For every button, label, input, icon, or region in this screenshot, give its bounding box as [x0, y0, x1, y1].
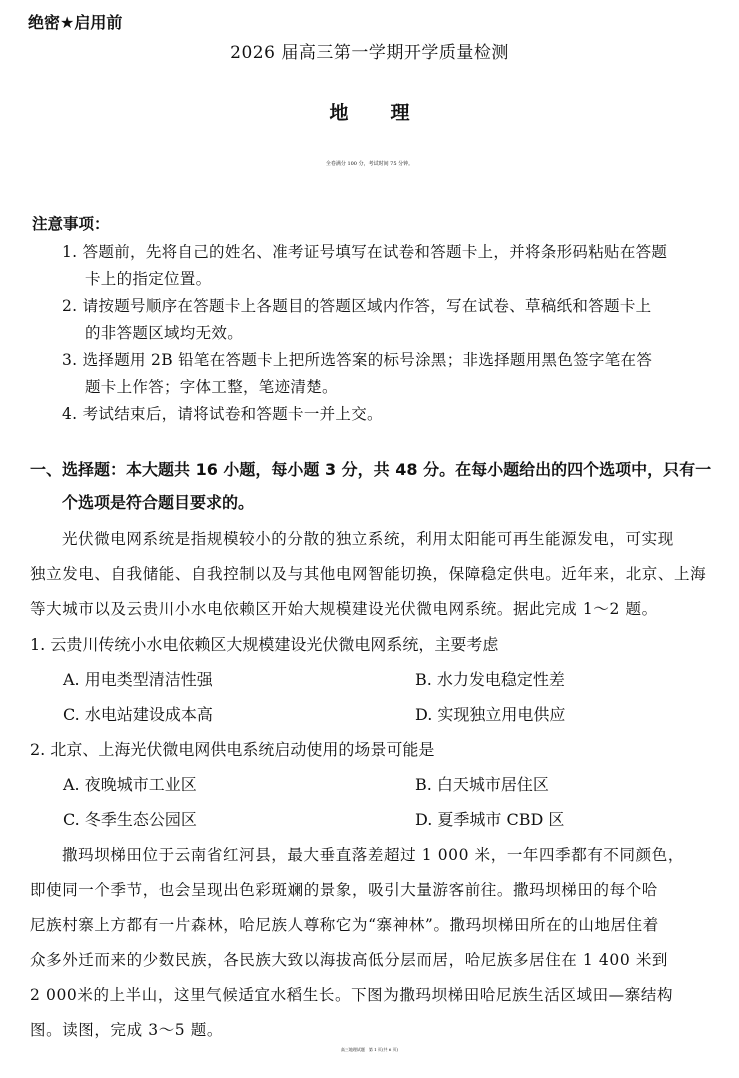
notice-line: 3. 选择题用 2B 铅笔在答题卡上把所选答案的标号涂黑；非选择题用黑色签字笔在答 [62, 351, 653, 369]
passage-line: 独立发电、自我储能、自我控制以及与其他电网智能切换，保障稳定供电。近年来，北京、上海 [30, 565, 707, 583]
passage-line: 尼族村寨上方都有一片森林，哈尼族人尊称它为“寨神林”。撒玛坝梯田所在的山地居住着 [30, 916, 659, 934]
option-d: D. 实现独立用电供应 [415, 705, 566, 724]
passage-line: 撒玛坝梯田位于云南省红河县，最大垂直落差超过 1 000 米，一年四季都有不同颜色， [62, 846, 684, 864]
notice-line: 4. 考试结束后，请将试卷和答题卡一并上交。 [62, 405, 383, 423]
passage-line: 众多外迁而来的少数民族，各民族大致以海拔高低分层而居，哈尼族多居住在 1 400 米到 [30, 951, 669, 969]
section-heading-cont: 个选项是符合题目要求的。 [62, 493, 255, 512]
option-b: B. 水力发电稳定性差 [415, 670, 565, 689]
section-heading: 一、选择题：本大题共 16 小题，每小题 3 分，共 48 分。在每小题给出的四个选项中，只有一 [30, 460, 712, 479]
option-b: B. 白天城市居住区 [415, 775, 549, 794]
notice-line: 卡上的指定位置。 [85, 270, 212, 288]
passage-line: 即使同一个季节，也会呈现出色彩斑斓的景象，吸引大量游客前往。撒玛坝梯田的每个哈 [30, 881, 658, 899]
passage-line: 光伏微电网系统是指规模较小的分散的独立系统，利用太阳能可再生能源发电，可实现 [62, 530, 674, 548]
notice-line: 2. 请按题号顺序在答题卡上各题目的答题区域内作答，写在试卷、草稿纸和答题卡上 [62, 297, 652, 315]
option-d: D. 夏季城市 CBD 区 [415, 810, 565, 829]
confidential-label: 绝密★启用前 [28, 13, 123, 32]
exam-meta: 全卷满分 100 分，考试时间 75 分钟。 [325, 161, 414, 167]
notice-heading: 注意事项： [32, 215, 110, 233]
notice-line: 1. 答题前，先将自己的姓名、准考证号填写在试卷和答题卡上，并将条形码粘贴在答题 [62, 243, 668, 261]
exam-title: 2026 届高三第一学期开学质量检测 [230, 43, 509, 63]
passage-line: 2 000米的上半山，这里气候适宜水稻生长。下图为撒玛坝梯田哈尼族生活区域田—寨结构 [30, 986, 674, 1004]
question-stem: 2. 北京、上海光伏微电网供电系统启动使用的场景可能是 [30, 740, 435, 759]
notice-line: 题卡上作答；字体工整，笔迹清楚。 [85, 378, 338, 396]
option-a: A. 夜晚城市工业区 [63, 775, 197, 794]
question-stem: 1. 云贵川传统小水电依赖区大规模建设光伏微电网系统，主要考虑 [30, 635, 499, 654]
passage-line: 图。读图，完成 3～5 题。 [30, 1021, 223, 1039]
page-footer: 高三地理试题 第 1 页(共 6 页) [340, 1047, 399, 1052]
option-a: A. 用电类型清洁性强 [63, 670, 213, 689]
option-c: C. 冬季生态公园区 [63, 810, 197, 829]
passage-line: 等大城市以及云贵川小水电依赖区开始大规模建设光伏微电网系统。据此完成 1～2 题。 [30, 600, 658, 618]
subject-title: 地理 [329, 102, 452, 124]
option-c: C. 水电站建设成本高 [63, 705, 213, 724]
notice-line: 的非答题区域均无效。 [85, 324, 244, 342]
